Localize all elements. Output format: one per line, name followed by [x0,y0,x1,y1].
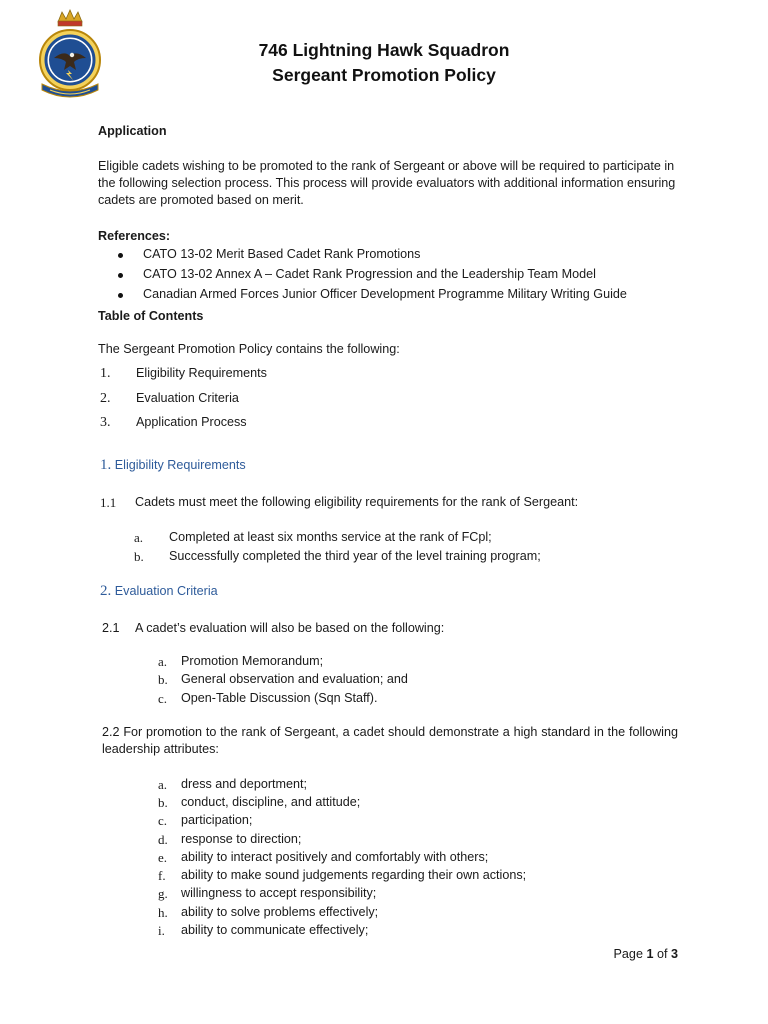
toc-intro: The Sergeant Promotion Policy contains the following: [98,342,400,356]
title-line-policy: Sergeant Promotion Policy [272,65,496,85]
bullet-icon [118,253,123,258]
page-number-footer: Page 1 of 3 [613,947,678,961]
section-1-heading: 1. Eligibility Requirements [100,457,246,473]
section-1-1-paragraph: 1.1 Cadets must meet the following eligibility requirements for the rank of Sergeant: [100,495,579,510]
toc-heading: Table of Contents [98,309,204,323]
references-heading: References: [98,229,171,243]
document-title [0,38,768,88]
section-2-2-paragraph: 2.2 For promotion to the rank of Sergeant, a cadet should demonstrate a high standard in the following leadership attributes: [102,725,678,756]
bullet-icon [118,273,123,278]
document-page: 746 Lightning Hawk Squadron Sergeant Promotion Policy Application Eligible cadets wishing to be promoted to the rank of Sergeant or above will be required to participate in the following selection process. This process will provide evaluators with additional information ensuring cadets are promoted based on merit. References: CATO 13-02 Merit Based Cadet Rank Promotions CATO 13-02 Annex A – Cadet Rank Progression and the Leadership Team Model Canadian Armed Forces Junior Officer Development Programme Military Writing Guide Table of Contents The Sergeant Promotion Policy contains the following: 1. Eligibility Requirements 2. Evaluation Criteria 3. Application Process 1. Eligibility Requirements 1.1 Cadets must meet the following eligibility requirements for the rank of Sergeant: a. Completed at least six months service at the rank of FCpl; b. Successfully completed the third year of the level training program; 2. Evaluation Criteria 2.1 A cadet’s evaluation will also be based on the following: a. Promotion Memorandum; b. General observation and evaluation; and c. Open-Table Discussion (Sqn Staff). 2.2 For promotion to the rank of Sergeant, a cadet should demonstrate a high standard in the following leadership attributes: a. dress and deportment; b. conduct, discipline, and attitude; c. participation; d. response to direction; e. ability to interact positively and comfortably with others; f. ability to make sound judgements regarding their own actions; g. willingness to accept responsibility; h. ability to solve problems effectively; i. ability to communicate effectively; Page 1 of 3 [0,0,768,1024]
title-line-squadron: 746 Lightning Hawk Squadron [258,40,510,60]
application-paragraph: Eligible cadets wishing to be promoted to the rank of Sergeant or above will be required to participate in the following selection process. This process will provide evaluators with additional information ensuring cadets are promoted based on merit. [98,159,676,207]
section-2-1-paragraph: 2.1 A cadet’s evaluation will also be based on the following: [102,621,445,635]
application-heading: Application [98,124,167,138]
section-2-heading: 2. Evaluation Criteria [100,583,218,599]
bullet-icon [118,293,123,298]
